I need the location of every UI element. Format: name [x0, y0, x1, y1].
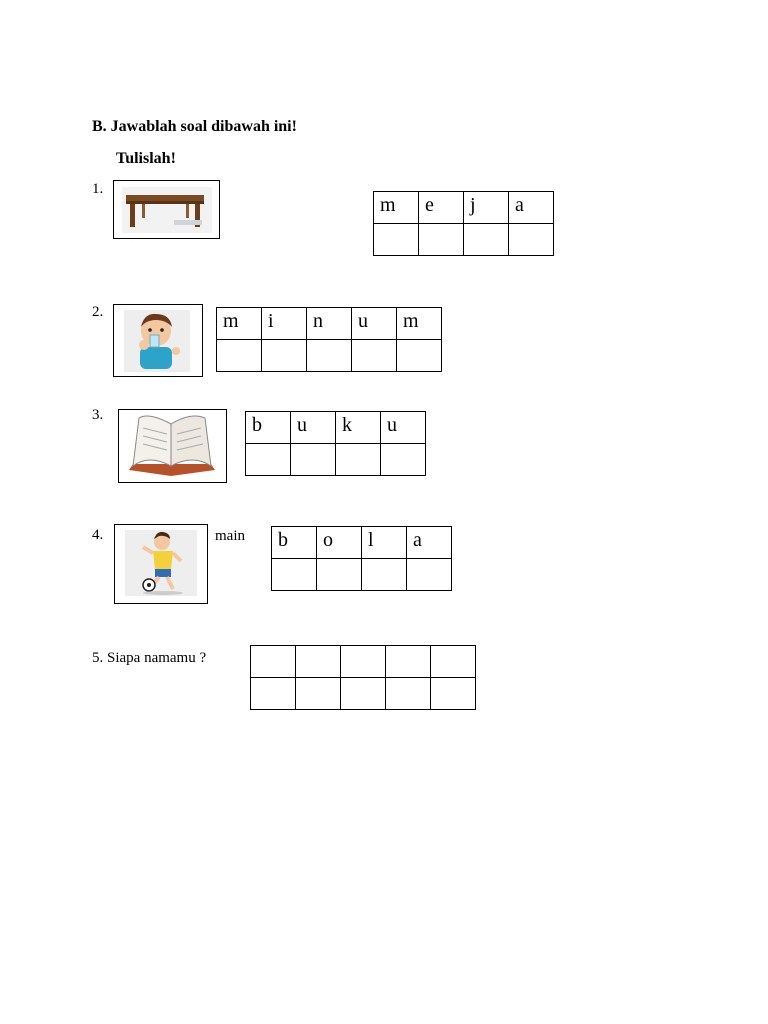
letter-cell: o — [317, 527, 362, 559]
answer-cell[interactable] — [217, 340, 262, 372]
section-title: B. Jawablah soal dibawah ini! — [92, 118, 297, 135]
answer-row[interactable] — [374, 224, 554, 256]
answer-cell[interactable] — [397, 340, 442, 372]
letter-cell: n — [307, 308, 352, 340]
question-number-3: 3. — [92, 407, 104, 423]
answer-cell[interactable] — [251, 646, 296, 678]
letter-cell: a — [509, 192, 554, 224]
answer-cell[interactable] — [296, 678, 341, 710]
boy-drinking-icon — [114, 305, 202, 376]
letter-cell: j — [464, 192, 509, 224]
letter-cell: k — [336, 412, 381, 444]
answer-row[interactable] — [217, 340, 442, 372]
table-icon — [114, 181, 219, 238]
question-number-1: 1. — [92, 181, 104, 197]
answer-cell[interactable] — [317, 559, 362, 591]
answer-cell[interactable] — [386, 678, 431, 710]
letter-cell: a — [407, 527, 452, 559]
letter-grid-2 — [216, 307, 442, 372]
letter-cell: m — [397, 308, 442, 340]
question-image-1 — [113, 180, 220, 239]
answer-cell[interactable] — [381, 444, 426, 476]
answer-cell[interactable] — [291, 444, 336, 476]
letter-cell: l — [362, 527, 407, 559]
answer-row[interactable] — [251, 646, 476, 678]
question-4-prefix: main — [215, 528, 245, 544]
letter-cell: u — [381, 412, 426, 444]
answer-cell[interactable] — [341, 678, 386, 710]
question-number-4: 4. — [92, 527, 104, 543]
letter-row — [374, 192, 554, 224]
question-image-4 — [114, 524, 208, 604]
boy-playing-football-icon — [115, 525, 207, 603]
answer-cell[interactable] — [407, 559, 452, 591]
letter-grid-4 — [271, 526, 452, 591]
answer-cell[interactable] — [336, 444, 381, 476]
answer-cell[interactable] — [431, 678, 476, 710]
answer-cell[interactable] — [352, 340, 397, 372]
letter-cell: m — [374, 192, 419, 224]
question-5-text: 5. Siapa namamu ? — [92, 650, 207, 666]
letter-cell: u — [352, 308, 397, 340]
question-image-3 — [118, 409, 227, 483]
letter-cell: b — [246, 412, 291, 444]
answer-cell[interactable] — [464, 224, 509, 256]
question-number-2: 2. — [92, 304, 104, 320]
answer-cell[interactable] — [341, 646, 386, 678]
answer-cell[interactable] — [307, 340, 352, 372]
answer-row[interactable] — [251, 678, 476, 710]
answer-cell[interactable] — [386, 646, 431, 678]
letter-cell: i — [262, 308, 307, 340]
answer-cell[interactable] — [362, 559, 407, 591]
letter-row — [246, 412, 426, 444]
answer-cell[interactable] — [431, 646, 476, 678]
answer-cell[interactable] — [509, 224, 554, 256]
letter-grid-1 — [373, 191, 554, 256]
answer-row[interactable] — [246, 444, 426, 476]
answer-cell[interactable] — [374, 224, 419, 256]
instruction: Tulislah! — [116, 150, 176, 167]
letter-grid-3 — [245, 411, 426, 476]
answer-cell[interactable] — [272, 559, 317, 591]
question-image-2 — [113, 304, 203, 377]
letter-cell: b — [272, 527, 317, 559]
letter-row — [217, 308, 442, 340]
letter-grid-5 — [250, 645, 476, 710]
letter-cell: u — [291, 412, 336, 444]
letter-cell: e — [419, 192, 464, 224]
answer-row[interactable] — [272, 559, 452, 591]
letter-row — [272, 527, 452, 559]
answer-cell[interactable] — [262, 340, 307, 372]
letter-cell: m — [217, 308, 262, 340]
open-book-icon — [119, 410, 226, 482]
answer-cell[interactable] — [246, 444, 291, 476]
answer-cell[interactable] — [419, 224, 464, 256]
answer-cell[interactable] — [251, 678, 296, 710]
answer-cell[interactable] — [296, 646, 341, 678]
